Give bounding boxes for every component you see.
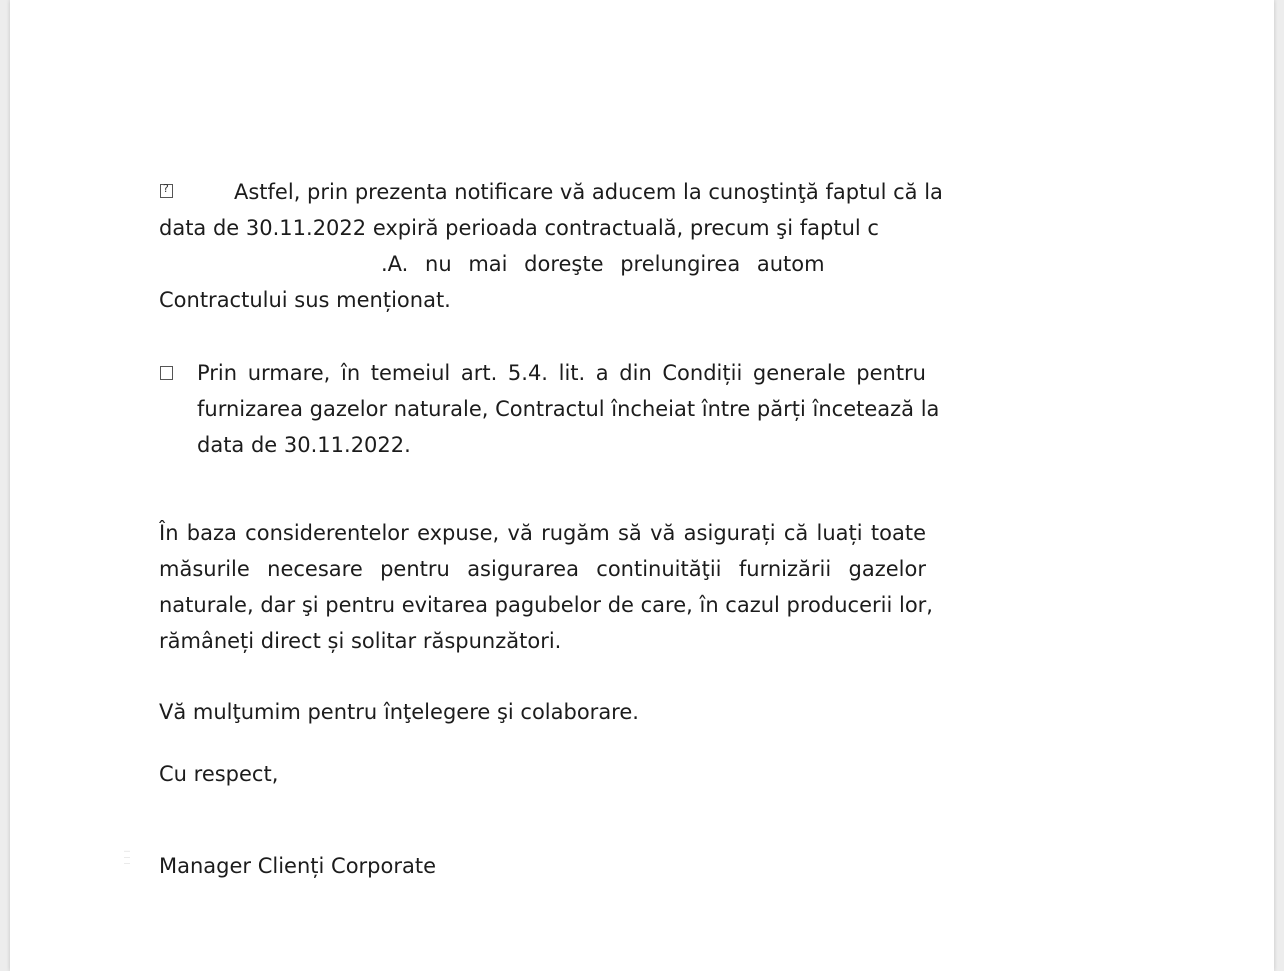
paragraph-2: [197, 355, 940, 463]
side-stamp-mark: ⁝ ⁝ ⁝: [122, 850, 131, 866]
paragraph-2-line-3: data de 30.11.2022.: [197, 433, 411, 457]
paragraph-1-line-2: data de 30.11.2022 expiră perioada contractuală, precum şi faptul c: [159, 216, 879, 240]
bullet-square-icon: [160, 366, 173, 380]
paragraph-1-line-3: .A. nu mai doreşte prelungirea autom: [381, 252, 825, 276]
paragraph-2-line-1: Prin urmare, în temeiul art. 5.4. lit. a din Condiții generale pentru: [197, 361, 926, 385]
paragraph-1-line-4: Contractului sus menționat.: [159, 288, 451, 312]
paragraph-3-line-3: naturale, dar şi pentru evitarea pagubelor de care, în cazul producerii lor,: [159, 593, 933, 617]
paragraph-3-line-4: rămâneți direct și solitar răspunzători.: [159, 629, 562, 653]
paragraph-2-line-2: furnizarea gazelor naturale, Contractul încheiat între părți încetează la: [197, 397, 940, 421]
thanks-line: Vă mulţumim pentru înţelegere şi colaborare.: [159, 700, 639, 724]
paragraph-3: [159, 515, 933, 659]
document-page: [10, 0, 1274, 971]
paragraph-3-line-1: În baza considerentelor expuse, vă rugăm să vă asigurați că luați toate: [159, 521, 926, 545]
signatory-title: Manager Clienți Corporate: [159, 854, 437, 878]
paragraph-1-line-1: Astfel, prin prezenta notificare vă aducem la cunoştinţă faptul că la: [234, 180, 943, 204]
paragraph-1: [159, 174, 943, 318]
paragraph-3-line-2: măsurile necesare pentru asigurarea continuităţii furnizării gazelor: [159, 557, 926, 581]
closing-line: Cu respect,: [159, 762, 279, 786]
